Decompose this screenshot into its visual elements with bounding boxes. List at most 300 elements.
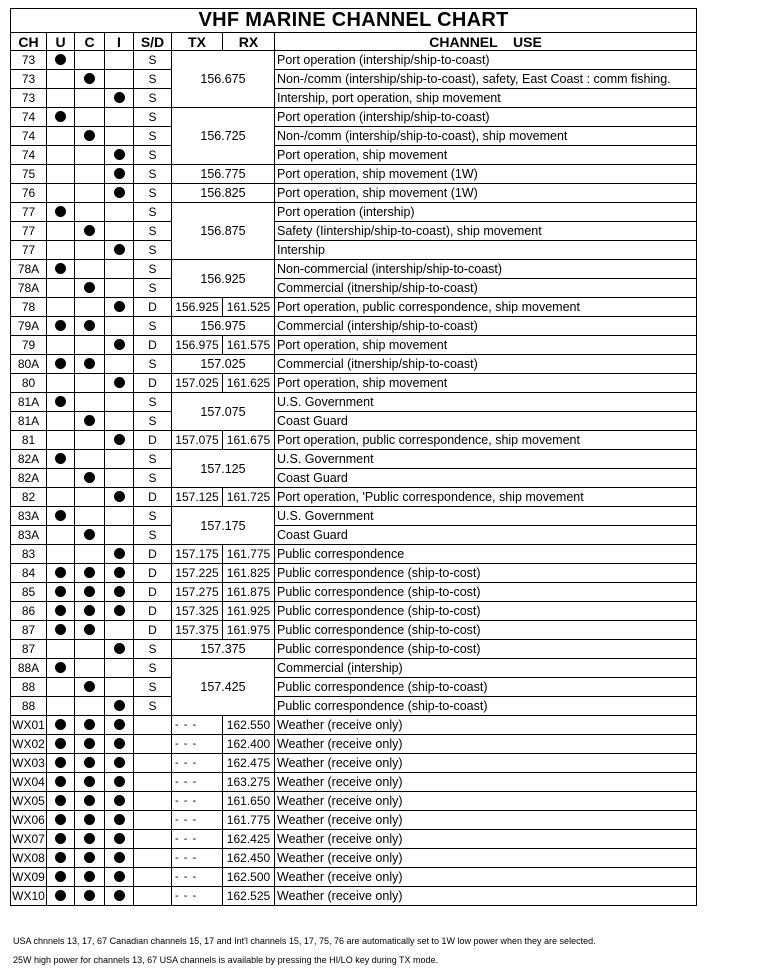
band-c-cell: [75, 260, 105, 279]
channel-use: Safety (Iintership/ship-to-coast), ship movement: [275, 222, 697, 241]
band-c-cell: [75, 849, 105, 868]
simplex-duplex: [134, 792, 172, 811]
channel-number: 83: [11, 545, 47, 564]
band-c-dot-icon: [84, 833, 95, 844]
channel-number: WX07: [11, 830, 47, 849]
band-i-cell: [105, 146, 134, 165]
band-i-cell: [105, 526, 134, 545]
band-u-dot-icon: [55, 206, 66, 217]
channel-use: Public correspondence: [275, 545, 697, 564]
rx-frequency: 162.475: [223, 754, 275, 773]
band-i-dot-icon: [114, 168, 125, 179]
band-c-dot-icon: [84, 73, 95, 84]
band-i-dot-icon: [114, 738, 125, 749]
simplex-duplex: S: [134, 678, 172, 697]
channel-number: 74: [11, 108, 47, 127]
band-u-dot-icon: [55, 453, 66, 464]
band-u-cell: [47, 697, 75, 716]
simplex-frequency: 156.675: [172, 51, 275, 108]
simplex-duplex: S: [134, 51, 172, 70]
band-u-dot-icon: [55, 757, 66, 768]
channel-use: Port operation, public correspondence, ship movement: [275, 431, 697, 450]
channel-number: 74: [11, 127, 47, 146]
band-c-cell: [75, 830, 105, 849]
tx-frequency: - - -: [172, 811, 223, 830]
band-i-dot-icon: [114, 795, 125, 806]
channel-rows: [11, 51, 697, 906]
band-u-cell: [47, 583, 75, 602]
table-row: [11, 640, 697, 659]
col-header-c: C: [75, 33, 105, 51]
band-c-cell: [75, 640, 105, 659]
band-i-dot-icon: [114, 567, 125, 578]
rx-frequency: 163.275: [223, 773, 275, 792]
simplex-duplex: D: [134, 431, 172, 450]
table-row: [11, 849, 697, 868]
band-i-dot-icon: [114, 700, 125, 711]
band-u-dot-icon: [55, 263, 66, 274]
channel-number: 86: [11, 602, 47, 621]
band-c-dot-icon: [84, 567, 95, 578]
band-c-dot-icon: [84, 814, 95, 825]
table-row: [11, 602, 697, 621]
band-c-dot-icon: [84, 719, 95, 730]
band-i-cell: [105, 887, 134, 906]
table-row: [11, 51, 697, 70]
channel-use: Weather (receive only): [275, 887, 697, 906]
band-i-cell: [105, 355, 134, 374]
band-u-dot-icon: [55, 795, 66, 806]
band-c-cell: [75, 469, 105, 488]
band-c-cell: [75, 374, 105, 393]
band-u-cell: [47, 184, 75, 203]
channel-use: Port operation, ship movement: [275, 146, 697, 165]
band-c-dot-icon: [84, 605, 95, 616]
tx-frequency: - - -: [172, 716, 223, 735]
band-c-cell: [75, 792, 105, 811]
band-u-cell: [47, 374, 75, 393]
band-u-cell: [47, 412, 75, 431]
channel-use: Weather (receive only): [275, 735, 697, 754]
simplex-duplex: S: [134, 108, 172, 127]
band-u-cell: [47, 355, 75, 374]
band-c-cell: [75, 887, 105, 906]
band-i-dot-icon: [114, 719, 125, 730]
band-i-dot-icon: [114, 757, 125, 768]
simplex-duplex: [134, 811, 172, 830]
col-header-i: I: [105, 33, 134, 51]
channel-use: Public correspondence (ship-to-cost): [275, 640, 697, 659]
band-c-cell: [75, 507, 105, 526]
channel-number: 77: [11, 203, 47, 222]
rx-frequency: 161.775: [223, 811, 275, 830]
simplex-duplex: S: [134, 203, 172, 222]
table-row: [11, 374, 697, 393]
channel-number: 84: [11, 564, 47, 583]
band-u-dot-icon: [55, 111, 66, 122]
table-row: [11, 260, 697, 279]
band-i-cell: [105, 165, 134, 184]
table-row: [11, 355, 697, 374]
simplex-frequency: 157.175: [172, 507, 275, 545]
tx-frequency: 157.175: [172, 545, 223, 564]
channel-number: WX01: [11, 716, 47, 735]
col-header-u: U: [47, 33, 75, 51]
tx-frequency: 157.125: [172, 488, 223, 507]
channel-number: 78A: [11, 260, 47, 279]
table-row: [11, 89, 697, 108]
band-u-cell: [47, 165, 75, 184]
band-c-cell: [75, 51, 105, 70]
table-row: [11, 469, 697, 488]
table-row: [11, 697, 697, 716]
col-header-tx: TX: [172, 33, 223, 51]
band-c-cell: [75, 583, 105, 602]
band-i-dot-icon: [114, 491, 125, 502]
channel-number: 74: [11, 146, 47, 165]
band-u-cell: [47, 868, 75, 887]
channel-use: Weather (receive only): [275, 868, 697, 887]
simplex-frequency: 157.025: [172, 355, 275, 374]
table-row: [11, 203, 697, 222]
simplex-duplex: [134, 849, 172, 868]
table-row: [11, 241, 697, 260]
band-c-cell: [75, 146, 105, 165]
band-c-cell: [75, 811, 105, 830]
band-i-cell: [105, 336, 134, 355]
simplex-duplex: D: [134, 545, 172, 564]
tx-frequency: - - -: [172, 887, 223, 906]
channel-use: Public correspondence (ship-to-cost): [275, 621, 697, 640]
band-u-dot-icon: [55, 567, 66, 578]
rx-frequency: 161.525: [223, 298, 275, 317]
table-row: [11, 298, 697, 317]
simplex-duplex: [134, 830, 172, 849]
table-row: [11, 868, 697, 887]
channel-number: WX06: [11, 811, 47, 830]
channel-use: Weather (receive only): [275, 830, 697, 849]
channel-number: WX05: [11, 792, 47, 811]
band-i-cell: [105, 583, 134, 602]
band-u-cell: [47, 222, 75, 241]
table-row: [11, 678, 697, 697]
channel-number: WX08: [11, 849, 47, 868]
channel-number: 76: [11, 184, 47, 203]
table-row: [11, 108, 697, 127]
table-row: [11, 792, 697, 811]
table-row: [11, 146, 697, 165]
channel-number: 75: [11, 165, 47, 184]
tx-frequency: 157.275: [172, 583, 223, 602]
simplex-frequency: 157.075: [172, 393, 275, 431]
band-c-cell: [75, 336, 105, 355]
col-header-channel-use: CHANNEL USE: [275, 33, 697, 51]
channel-number: 79: [11, 336, 47, 355]
band-c-cell: [75, 165, 105, 184]
table-row: [11, 830, 697, 849]
band-u-cell: [47, 754, 75, 773]
channel-number: 82A: [11, 450, 47, 469]
band-c-cell: [75, 241, 105, 260]
channel-number: WX02: [11, 735, 47, 754]
band-u-cell: [47, 564, 75, 583]
band-i-dot-icon: [114, 301, 125, 312]
band-c-cell: [75, 526, 105, 545]
table-row: [11, 507, 697, 526]
band-i-cell: [105, 184, 134, 203]
simplex-duplex: S: [134, 222, 172, 241]
band-c-cell: [75, 773, 105, 792]
table-row: [11, 317, 697, 336]
band-i-dot-icon: [114, 187, 125, 198]
channel-use: Weather (receive only): [275, 754, 697, 773]
band-u-cell: [47, 241, 75, 260]
band-i-cell: [105, 868, 134, 887]
simplex-frequency: 156.825: [172, 184, 275, 203]
tx-frequency: 157.025: [172, 374, 223, 393]
band-i-cell: [105, 735, 134, 754]
table-row: [11, 811, 697, 830]
channel-number: 81A: [11, 412, 47, 431]
rx-frequency: 161.775: [223, 545, 275, 564]
channel-number: WX03: [11, 754, 47, 773]
band-i-cell: [105, 393, 134, 412]
band-u-cell: [47, 469, 75, 488]
simplex-duplex: [134, 735, 172, 754]
band-i-cell: [105, 830, 134, 849]
band-u-dot-icon: [55, 852, 66, 863]
band-i-dot-icon: [114, 244, 125, 255]
col-header-sd: S/D: [134, 33, 172, 51]
channel-number: 83A: [11, 507, 47, 526]
band-i-cell: [105, 241, 134, 260]
footnote-high-power: 25W high power for channels 13, 67 USA channels is available by pressing the HI/LO key during TX mode.: [13, 955, 439, 965]
channel-use: Intership: [275, 241, 697, 260]
simplex-duplex: D: [134, 298, 172, 317]
channel-use: Port operation (intership/ship-to-coast): [275, 51, 697, 70]
simplex-duplex: S: [134, 450, 172, 469]
band-u-cell: [47, 431, 75, 450]
band-i-dot-icon: [114, 833, 125, 844]
band-i-cell: [105, 260, 134, 279]
channel-use: Coast Guard: [275, 526, 697, 545]
simplex-duplex: D: [134, 602, 172, 621]
band-i-dot-icon: [114, 377, 125, 388]
channel-use: Commercial (intership/ship-to-coast): [275, 317, 697, 336]
band-i-cell: [105, 488, 134, 507]
band-c-cell: [75, 754, 105, 773]
band-u-cell: [47, 792, 75, 811]
channel-use: Commercial (intership): [275, 659, 697, 678]
channel-use: Commercial (itnership/ship-to-coast): [275, 279, 697, 298]
band-u-dot-icon: [55, 814, 66, 825]
table-row: [11, 583, 697, 602]
table-row: [11, 564, 697, 583]
simplex-duplex: [134, 716, 172, 735]
band-i-cell: [105, 564, 134, 583]
band-c-cell: [75, 222, 105, 241]
band-u-cell: [47, 298, 75, 317]
band-u-dot-icon: [55, 890, 66, 901]
band-c-cell: [75, 412, 105, 431]
channel-use: Intership, port operation, ship movement: [275, 89, 697, 108]
simplex-duplex: S: [134, 184, 172, 203]
band-u-cell: [47, 849, 75, 868]
band-c-dot-icon: [84, 225, 95, 236]
band-c-cell: [75, 184, 105, 203]
table-row: [11, 431, 697, 450]
table-row: [11, 659, 697, 678]
band-u-cell: [47, 621, 75, 640]
band-u-cell: [47, 526, 75, 545]
band-i-cell: [105, 811, 134, 830]
band-u-dot-icon: [55, 833, 66, 844]
tx-frequency: 156.925: [172, 298, 223, 317]
band-i-cell: [105, 317, 134, 336]
band-i-dot-icon: [114, 643, 125, 654]
simplex-duplex: [134, 868, 172, 887]
band-i-cell: [105, 222, 134, 241]
band-i-dot-icon: [114, 339, 125, 350]
band-i-cell: [105, 849, 134, 868]
channel-chart-table: [10, 8, 697, 906]
band-u-cell: [47, 203, 75, 222]
channel-number: WX09: [11, 868, 47, 887]
band-u-cell: [47, 127, 75, 146]
simplex-duplex: S: [134, 260, 172, 279]
simplex-duplex: S: [134, 507, 172, 526]
band-i-cell: [105, 773, 134, 792]
simplex-duplex: [134, 887, 172, 906]
tx-frequency: 157.225: [172, 564, 223, 583]
table-row: [11, 716, 697, 735]
tx-frequency: 157.375: [172, 621, 223, 640]
channel-use: Non-/comm (intership/ship-to-coast), ship movement: [275, 127, 697, 146]
band-c-cell: [75, 621, 105, 640]
band-u-dot-icon: [55, 738, 66, 749]
simplex-frequency: 156.775: [172, 165, 275, 184]
channel-number: 88: [11, 697, 47, 716]
band-c-dot-icon: [84, 624, 95, 635]
band-u-dot-icon: [55, 719, 66, 730]
band-c-dot-icon: [84, 586, 95, 597]
table-row: [11, 412, 697, 431]
band-i-cell: [105, 545, 134, 564]
band-i-cell: [105, 127, 134, 146]
rx-frequency: 162.550: [223, 716, 275, 735]
tx-frequency: 157.075: [172, 431, 223, 450]
band-u-dot-icon: [55, 776, 66, 787]
band-c-cell: [75, 678, 105, 697]
rx-frequency: 162.500: [223, 868, 275, 887]
channel-use: Non-/comm (intership/ship-to-coast), safety, East Coast : comm fishing.: [275, 70, 697, 89]
rx-frequency: 161.575: [223, 336, 275, 355]
channel-number: 79A: [11, 317, 47, 336]
simplex-duplex: S: [134, 279, 172, 298]
channel-use: Weather (receive only): [275, 811, 697, 830]
table-row: [11, 545, 697, 564]
rx-frequency: 162.425: [223, 830, 275, 849]
table-row: [11, 621, 697, 640]
tx-frequency: - - -: [172, 773, 223, 792]
band-u-cell: [47, 887, 75, 906]
band-u-dot-icon: [55, 396, 66, 407]
simplex-duplex: S: [134, 317, 172, 336]
band-u-cell: [47, 811, 75, 830]
band-i-cell: [105, 678, 134, 697]
band-i-cell: [105, 640, 134, 659]
band-c-cell: [75, 279, 105, 298]
band-u-dot-icon: [55, 605, 66, 616]
channel-use: Port operation, ship movement: [275, 374, 697, 393]
channel-use: Public correspondence (ship-to-cost): [275, 602, 697, 621]
table-row: [11, 450, 697, 469]
table-row: [11, 70, 697, 89]
band-i-dot-icon: [114, 852, 125, 863]
channel-use: Public correspondence (ship-to-coast): [275, 697, 697, 716]
col-header-ch: CH: [11, 33, 47, 51]
band-i-cell: [105, 716, 134, 735]
band-u-cell: [47, 70, 75, 89]
table-row: [11, 184, 697, 203]
channel-use: Public correspondence (ship-to-cost): [275, 583, 697, 602]
band-c-cell: [75, 716, 105, 735]
band-c-cell: [75, 298, 105, 317]
simplex-frequency: 156.975: [172, 317, 275, 336]
band-c-cell: [75, 431, 105, 450]
band-u-cell: [47, 678, 75, 697]
channel-number: 78: [11, 298, 47, 317]
channel-number: 73: [11, 51, 47, 70]
band-u-cell: [47, 279, 75, 298]
channel-number: 87: [11, 621, 47, 640]
channel-number: 73: [11, 70, 47, 89]
band-c-dot-icon: [84, 529, 95, 540]
tx-frequency: - - -: [172, 735, 223, 754]
simplex-duplex: S: [134, 127, 172, 146]
band-i-cell: [105, 659, 134, 678]
channel-number: 77: [11, 241, 47, 260]
band-i-cell: [105, 412, 134, 431]
band-c-cell: [75, 545, 105, 564]
simplex-duplex: S: [134, 412, 172, 431]
band-i-cell: [105, 697, 134, 716]
band-u-cell: [47, 640, 75, 659]
simplex-duplex: S: [134, 640, 172, 659]
simplex-duplex: S: [134, 469, 172, 488]
rx-frequency: 162.450: [223, 849, 275, 868]
channel-use: U.S. Government: [275, 393, 697, 412]
band-c-dot-icon: [84, 282, 95, 293]
simplex-duplex: S: [134, 146, 172, 165]
simplex-duplex: D: [134, 564, 172, 583]
simplex-duplex: S: [134, 697, 172, 716]
band-c-cell: [75, 659, 105, 678]
footnote-low-power: USA chnnels 13, 17, 67 Canadian channels 15, 17 and Int'l channels 15, 17, 75, 76 are automatically set to 1W low power when they are selected.: [13, 936, 596, 946]
band-i-dot-icon: [114, 586, 125, 597]
rx-frequency: 162.400: [223, 735, 275, 754]
tx-frequency: - - -: [172, 868, 223, 887]
simplex-duplex: D: [134, 583, 172, 602]
band-u-cell: [47, 89, 75, 108]
band-c-dot-icon: [84, 415, 95, 426]
channel-use: Port operation, public correspondence, ship movement: [275, 298, 697, 317]
band-u-dot-icon: [55, 320, 66, 331]
rx-frequency: 161.725: [223, 488, 275, 507]
simplex-duplex: S: [134, 659, 172, 678]
channel-number: 81: [11, 431, 47, 450]
band-c-dot-icon: [84, 472, 95, 483]
